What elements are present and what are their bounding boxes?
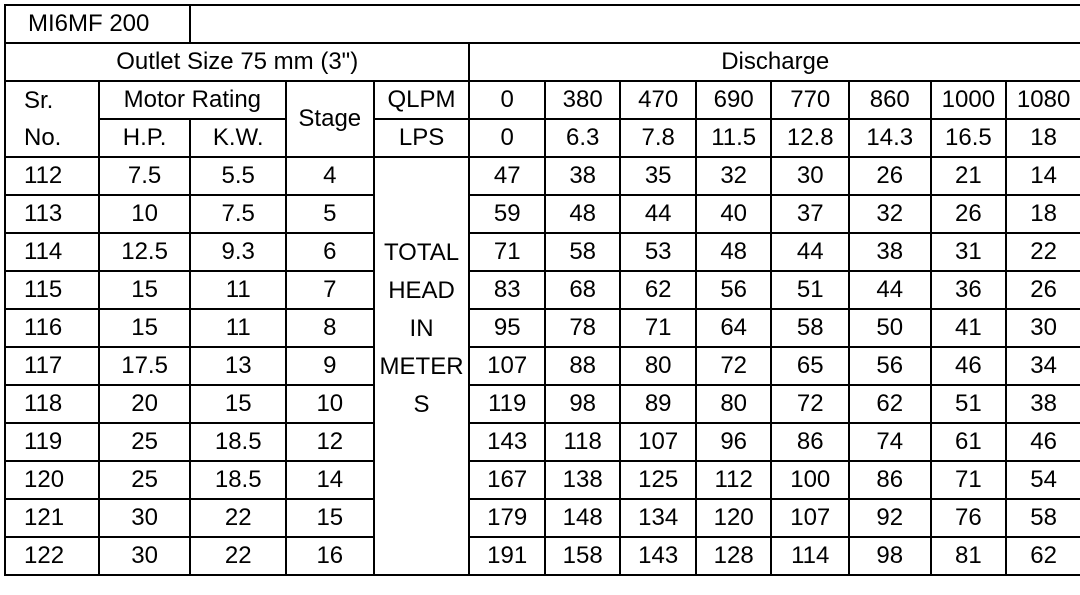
hp-cell: 15	[99, 309, 191, 347]
head-value-cell: 41	[931, 309, 1007, 347]
hp-cell: 25	[99, 423, 191, 461]
head-value-cell: 89	[620, 385, 695, 423]
head-value-cell: 125	[620, 461, 695, 499]
head-value-cell: 158	[545, 537, 620, 575]
head-value-cell: 78	[545, 309, 620, 347]
header-row-top	[5, 81, 1080, 119]
total-head-line: TOTAL	[383, 239, 460, 266]
qlpm-value: 1080	[1006, 81, 1080, 119]
kw-cell: 18.5	[190, 423, 286, 461]
head-value-cell: 26	[849, 157, 931, 195]
head-value-cell: 80	[696, 385, 772, 423]
qlpm-value: 770	[771, 81, 849, 119]
sr-no-cell: 117	[5, 347, 99, 385]
head-value-cell: 62	[620, 271, 695, 309]
sr-no-cell: 115	[5, 271, 99, 309]
head-value-cell: 71	[620, 309, 695, 347]
stage-cell: 15	[286, 499, 374, 537]
hp-cell: 15	[99, 271, 191, 309]
kw-cell: 13	[190, 347, 286, 385]
head-value-cell: 118	[545, 423, 620, 461]
total-head-label	[374, 157, 470, 575]
total-head-line: S	[413, 391, 430, 418]
lps-value: 14.3	[849, 119, 931, 157]
sr-header-top: Sr.	[5, 81, 99, 119]
head-value-cell: 14	[1006, 157, 1080, 195]
head-value-cell: 62	[849, 385, 931, 423]
head-value-cell: 35	[620, 157, 695, 195]
stage-cell: 8	[286, 309, 374, 347]
stage-cell: 5	[286, 195, 374, 233]
stage-cell: 7	[286, 271, 374, 309]
sr-no-cell: 119	[5, 423, 99, 461]
head-value-cell: 58	[1006, 499, 1080, 537]
head-value-cell: 32	[696, 157, 772, 195]
table-body	[5, 5, 1080, 575]
pump-performance-table-wrapper	[4, 4, 1080, 576]
head-value-cell: 51	[771, 271, 849, 309]
hp-cell: 10	[99, 195, 191, 233]
qlpm-header: QLPM	[374, 81, 470, 119]
sr-no-cell: 112	[5, 157, 99, 195]
lps-value: 6.3	[545, 119, 620, 157]
head-value-cell: 92	[849, 499, 931, 537]
head-value-cell: 50	[849, 309, 931, 347]
head-value-cell: 58	[771, 309, 849, 347]
stage-header: Stage	[286, 81, 374, 157]
qlpm-value: 0	[469, 81, 544, 119]
stage-cell: 4	[286, 157, 374, 195]
hp-cell: 30	[99, 499, 191, 537]
head-value-cell: 44	[620, 195, 695, 233]
head-value-cell: 143	[620, 537, 695, 575]
head-value-cell: 44	[849, 271, 931, 309]
head-value-cell: 30	[771, 157, 849, 195]
kw-cell: 7.5	[190, 195, 286, 233]
table-row	[5, 271, 1080, 309]
hp-cell: 30	[99, 537, 191, 575]
head-value-cell: 51	[931, 385, 1007, 423]
kw-cell: 22	[190, 537, 286, 575]
head-value-cell: 22	[1006, 233, 1080, 271]
head-value-cell: 143	[469, 423, 544, 461]
head-value-cell: 83	[469, 271, 544, 309]
head-value-cell: 86	[849, 461, 931, 499]
head-value-cell: 120	[696, 499, 772, 537]
head-value-cell: 32	[849, 195, 931, 233]
head-value-cell: 59	[469, 195, 544, 233]
sr-no-cell: 116	[5, 309, 99, 347]
head-value-cell: 96	[696, 423, 772, 461]
table-row	[5, 309, 1080, 347]
head-value-cell: 37	[771, 195, 849, 233]
head-value-cell: 107	[469, 347, 544, 385]
head-value-cell: 65	[771, 347, 849, 385]
qlpm-value: 690	[696, 81, 772, 119]
table-row	[5, 537, 1080, 575]
head-value-cell: 30	[1006, 309, 1080, 347]
table-row	[5, 385, 1080, 423]
section-header-row	[5, 43, 1080, 81]
kw-cell: 5.5	[190, 157, 286, 195]
head-value-cell: 107	[620, 423, 695, 461]
total-head-line: HEAD	[388, 277, 455, 304]
header-row-bottom	[5, 119, 1080, 157]
sr-no-cell: 120	[5, 461, 99, 499]
qlpm-value: 1000	[931, 81, 1007, 119]
head-value-cell: 134	[620, 499, 695, 537]
hp-cell: 25	[99, 461, 191, 499]
hp-cell: 7.5	[99, 157, 191, 195]
head-value-cell: 58	[545, 233, 620, 271]
pump-performance-table	[4, 4, 1080, 576]
kw-cell: 9.3	[190, 233, 286, 271]
stage-cell: 6	[286, 233, 374, 271]
head-value-cell: 38	[545, 157, 620, 195]
lps-value: 18	[1006, 119, 1080, 157]
head-value-cell: 31	[931, 233, 1007, 271]
head-value-cell: 40	[696, 195, 772, 233]
head-value-cell: 46	[1006, 423, 1080, 461]
sr-header-bottom: No.	[5, 119, 99, 157]
head-value-cell: 167	[469, 461, 544, 499]
head-value-cell: 80	[620, 347, 695, 385]
head-value-cell: 128	[696, 537, 772, 575]
head-value-cell: 36	[931, 271, 1007, 309]
stage-cell: 10	[286, 385, 374, 423]
head-value-cell: 26	[931, 195, 1007, 233]
head-value-cell: 44	[771, 233, 849, 271]
hp-cell: 17.5	[99, 347, 191, 385]
head-value-cell: 191	[469, 537, 544, 575]
head-value-cell: 107	[771, 499, 849, 537]
kw-cell: 18.5	[190, 461, 286, 499]
kw-cell: 11	[190, 271, 286, 309]
sr-no-cell: 118	[5, 385, 99, 423]
head-value-cell: 68	[545, 271, 620, 309]
head-value-cell: 88	[545, 347, 620, 385]
head-value-cell: 21	[931, 157, 1007, 195]
hp-cell: 20	[99, 385, 191, 423]
head-value-cell: 18	[1006, 195, 1080, 233]
head-value-cell: 56	[849, 347, 931, 385]
kw-header: K.W.	[190, 119, 286, 157]
head-value-cell: 64	[696, 309, 772, 347]
head-value-cell: 46	[931, 347, 1007, 385]
stage-cell: 9	[286, 347, 374, 385]
qlpm-value: 860	[849, 81, 931, 119]
head-value-cell: 98	[545, 385, 620, 423]
kw-cell: 22	[190, 499, 286, 537]
head-value-cell: 72	[771, 385, 849, 423]
head-value-cell: 47	[469, 157, 544, 195]
head-value-cell: 98	[849, 537, 931, 575]
head-value-cell: 34	[1006, 347, 1080, 385]
head-value-cell: 72	[696, 347, 772, 385]
stage-cell: 12	[286, 423, 374, 461]
head-value-cell: 62	[1006, 537, 1080, 575]
lps-header: LPS	[374, 119, 470, 157]
head-value-cell: 71	[931, 461, 1007, 499]
table-row	[5, 499, 1080, 537]
lps-value: 12.8	[771, 119, 849, 157]
lps-value: 11.5	[696, 119, 772, 157]
qlpm-value: 380	[545, 81, 620, 119]
head-value-cell: 71	[469, 233, 544, 271]
total-head-line: IN	[409, 315, 434, 342]
head-value-cell: 76	[931, 499, 1007, 537]
lps-value: 7.8	[620, 119, 695, 157]
head-value-cell: 100	[771, 461, 849, 499]
model-row	[5, 5, 1080, 43]
lps-value: 16.5	[931, 119, 1007, 157]
hp-header: H.P.	[99, 119, 191, 157]
head-value-cell: 74	[849, 423, 931, 461]
model-blank-cell	[190, 5, 1080, 43]
head-value-cell: 48	[696, 233, 772, 271]
head-value-cell: 38	[849, 233, 931, 271]
kw-cell: 11	[190, 309, 286, 347]
table-row	[5, 157, 1080, 195]
head-value-cell: 48	[545, 195, 620, 233]
table-row	[5, 233, 1080, 271]
head-value-cell: 119	[469, 385, 544, 423]
qlpm-value: 470	[620, 81, 695, 119]
sr-no-cell: 121	[5, 499, 99, 537]
model-name: MI6MF 200	[5, 5, 190, 43]
outlet-size-label: Outlet Size 75 mm (3")	[5, 43, 469, 81]
head-value-cell: 179	[469, 499, 544, 537]
head-value-cell: 81	[931, 537, 1007, 575]
head-value-cell: 86	[771, 423, 849, 461]
head-value-cell: 26	[1006, 271, 1080, 309]
sr-no-cell: 114	[5, 233, 99, 271]
total-head-line: METER	[379, 353, 464, 380]
motor-rating-header: Motor Rating	[99, 81, 286, 119]
head-value-cell: 95	[469, 309, 544, 347]
hp-cell: 12.5	[99, 233, 191, 271]
head-value-cell: 38	[1006, 385, 1080, 423]
lps-value: 0	[469, 119, 544, 157]
head-value-cell: 54	[1006, 461, 1080, 499]
head-value-cell: 56	[696, 271, 772, 309]
stage-cell: 14	[286, 461, 374, 499]
head-value-cell: 61	[931, 423, 1007, 461]
discharge-label: Discharge	[469, 43, 1080, 81]
table-row	[5, 461, 1080, 499]
head-value-cell: 138	[545, 461, 620, 499]
kw-cell: 15	[190, 385, 286, 423]
sr-no-cell: 113	[5, 195, 99, 233]
head-value-cell: 112	[696, 461, 772, 499]
sr-no-cell: 122	[5, 537, 99, 575]
head-value-cell: 114	[771, 537, 849, 575]
stage-cell: 16	[286, 537, 374, 575]
head-value-cell: 53	[620, 233, 695, 271]
head-value-cell: 148	[545, 499, 620, 537]
table-row	[5, 423, 1080, 461]
table-row	[5, 347, 1080, 385]
total-head-spacer	[375, 158, 469, 234]
table-row	[5, 195, 1080, 233]
